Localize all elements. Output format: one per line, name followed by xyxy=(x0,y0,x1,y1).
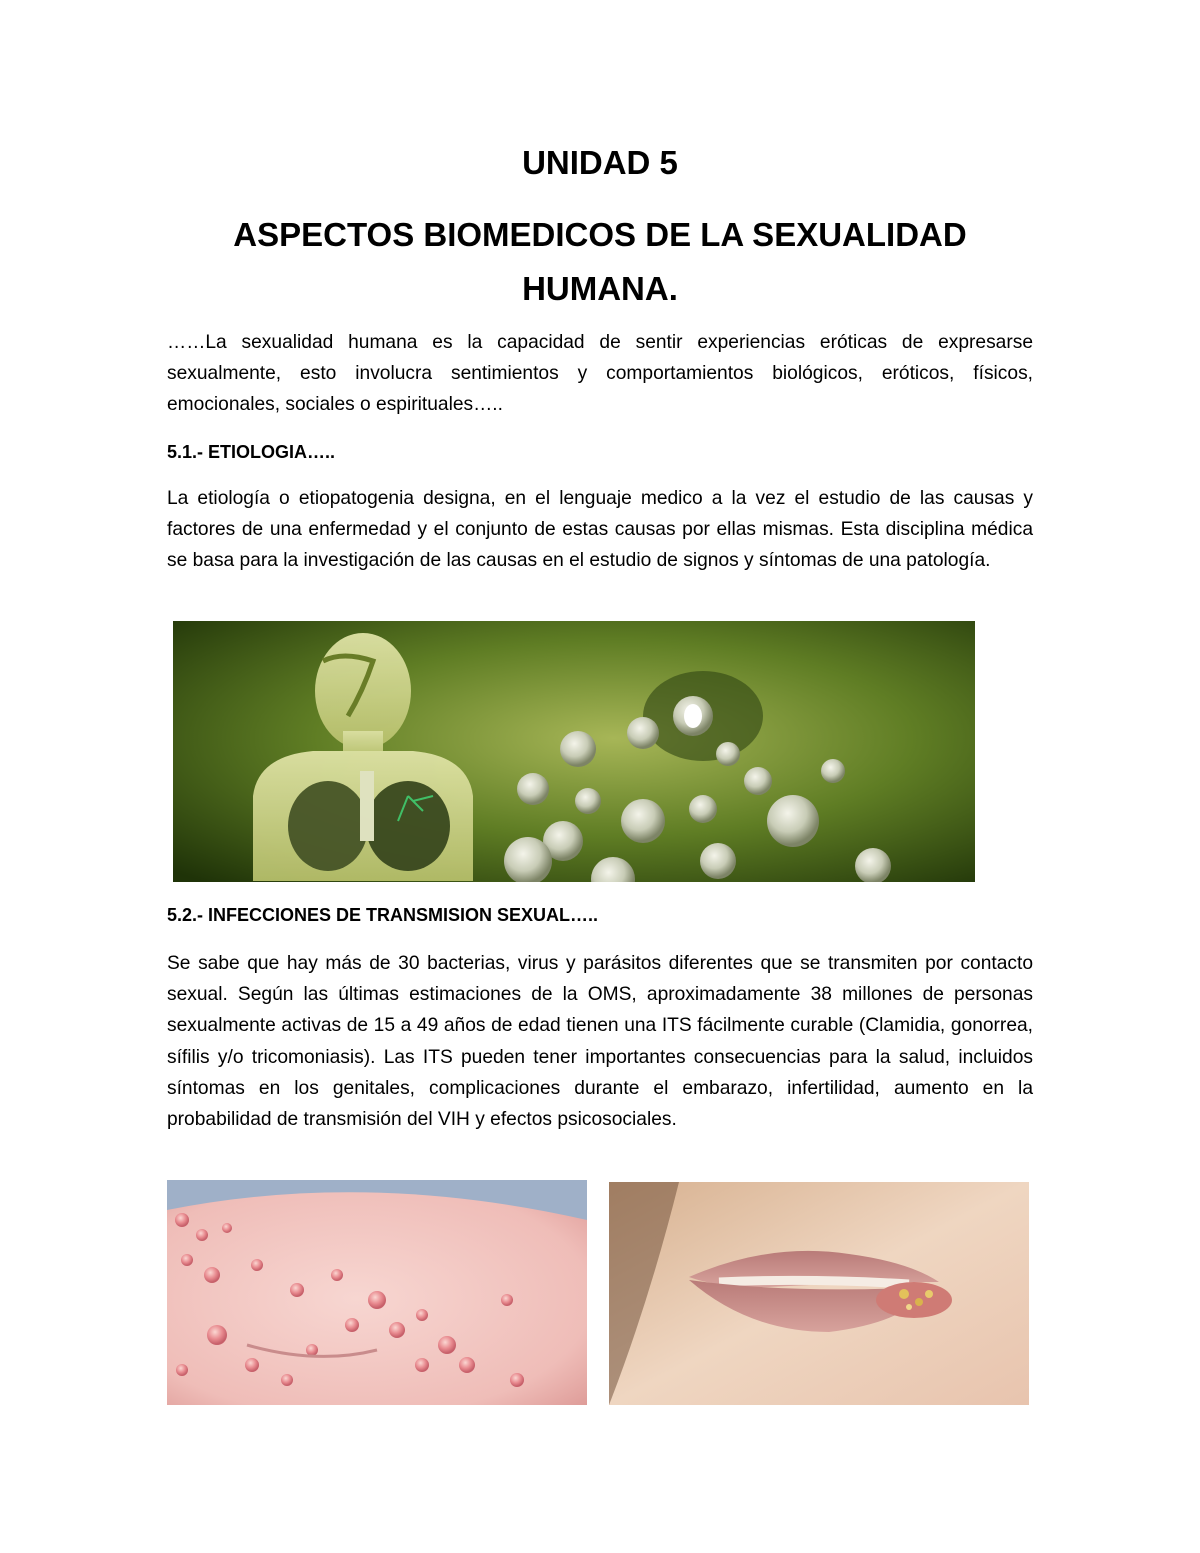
lip-herpes-photo xyxy=(609,1182,1029,1405)
biomedical-illustration xyxy=(173,621,975,882)
section-its-heading: 5.2.- INFECCIONES DE TRANSMISION SEXUAL….. xyxy=(167,905,599,925)
section-its-body: Se sabe que hay más de 30 bacterias, virus y parásitos diferentes que se transmiten por contacto sexual. Según las últimas estimaciones de la OMS, aproximadamente 38 millones de personas sexualmente activas de 15 a 49 años de edad tienen una ITS fácilmente curable (Clamidia, gonorrea, sífilis y/o tricomoniasis). Las ITS pueden tener importantes consecuencias para la salud, incluidos síntomas en los genitales, complicaciones durante el embarazo, infertilidad, aumento en la probabilidad de transmisión del VIH y efectos psicosociales. xyxy=(167,953,1033,1131)
main-title-line2: HUMANA. xyxy=(522,270,678,307)
unit-title: UNIDAD 5 xyxy=(522,144,678,181)
section-etiologia-heading: 5.1.- ETIOLOGIA….. xyxy=(167,442,336,462)
skin-lesions-photo xyxy=(167,1180,587,1405)
intro-paragraph: ……La sexualidad humana es la capacidad de sentir experiencias eróticas de expresarse sexualmente, esto involucra sentimientos y comportamientos biológicos, eróticos, físicos, emocionales, sociales o espirituales….. xyxy=(167,332,1033,416)
cold-sore xyxy=(876,1282,952,1318)
section-etiologia-body: La etiología o etiopatogenia designa, en el lenguaje medico a la vez el estudio de las causas y factores de una enfermedad y el conjunto de estas causas por ellas mismas. Esta disciplina médica se basa para la investigación de las causas en el estudio de signos y síntomas de una patología. xyxy=(167,488,1033,572)
main-title-line1: ASPECTOS BIOMEDICOS DE LA SEXUALIDAD xyxy=(233,216,967,253)
